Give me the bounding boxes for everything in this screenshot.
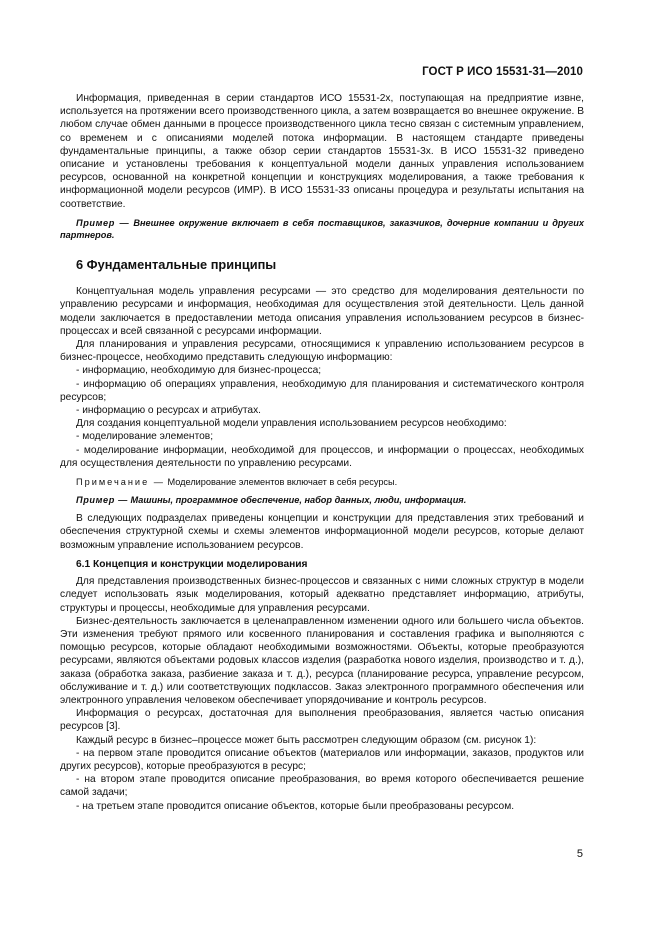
section-6-1-paragraph-1: Для представления производственных бизнес-процессов и связанных с ними сложных структур в модели следует использовать язык моделирования, который адекватно представляет информацию, атрибуты, структуры и процессы, необходимые для управления ресурсами.	[60, 576, 584, 614]
section-6-1-paragraph-2: Бизнес-деятельность заключается в целенаправленном изменении одного или большего числа объектов. Эти изменения требуют прямого или косвенного планирования и составления графика и выполняются с помощью ресурсов, которые обладают необходимыми возможностями. Объекты, которые преобразуются ресурсами, являются объектами родовых классов изделия (разработка нового изделия, производство и т. д.), заказа (обработка заказа, разбиение заказа и т. д.), ресурса (планирование ресурса, управление ресурсом, обслуживание и т. д.) или соответствующих подклассов. Заказ электронного программного обеспечения или электронного управления человеком обеспечивает упорядочивание и контроль ресурсов.	[60, 615, 584, 706]
page-content	[60, 92, 584, 813]
section-6-paragraph-1: Концептуальная модель управления ресурсами — это средство для моделирования деятельности по управлению ресурсами и информация, необходимая для осуществления этой деятельности. Цель данной модели заключается в предоставлении метода описания управления использованием ресурсов в бизнес-процессах и всей связанной с ресурсами информации.	[60, 286, 584, 337]
note-text: Моделирование элементов включает в себя ресурсы.	[167, 477, 398, 488]
page-number: 5	[576, 848, 583, 860]
list-item: - на третьем этапе проводится описание объектов, которые были преобразованы ресурсом.	[76, 800, 515, 812]
list-item: - моделирование элементов;	[76, 431, 214, 443]
list-item: - информацию, необходимую для бизнес-процесса;	[76, 365, 322, 377]
example-text: Машины, программное обеспечение, набор данных, люди, информация.	[130, 495, 467, 506]
section-6-paragraph-4: В следующих подразделах приведены концепции и конструкции для представления этих требований и обеспечения структурной схемы и схемы элементов информационной модели ресурсов, которые делают возможным управление использованием ресурсов.	[60, 513, 584, 551]
section-6-1-title: 6.1 Концепция и конструкции моделирования	[76, 558, 308, 570]
example-text: Внешнее окружение включает в себя поставщиков, заказчиков, дочерние компании и других партнеров.	[60, 217, 584, 241]
note	[60, 476, 584, 488]
list-item: - на первом этапе проводится описание объектов (материалов или информации, заказов, продуктов или других ресурсов), которые преобразуются в ресурс;	[60, 747, 584, 772]
section-6-example	[60, 494, 584, 506]
list-item: - информацию об операциях управления, необходимую для планирования и систематического контроля ресурсов;	[60, 378, 584, 403]
section-6-title: 6 Фундаментальные принципы	[76, 257, 277, 273]
section-6-1-paragraph-4: Каждый ресурс в бизнес–процессе может быть рассмотрен следующим образом (см. рисунок 1):	[76, 734, 537, 746]
intro-example	[60, 217, 584, 241]
list-item: - информацию о ресурсах и атрибутах.	[76, 405, 262, 417]
section-6-paragraph-3: Для создания концептуальной модели управления использованием ресурсов необходимо:	[76, 418, 507, 430]
note-lead: Примечание —	[76, 477, 165, 488]
list-item: - на втором этапе проводится описание преобразования, во время которого обеспечивается решение самой задачи;	[60, 774, 584, 799]
example-lead: Пример —	[76, 495, 128, 506]
section-6-paragraph-2: Для планирования и управления ресурсами, относящимися к управлению использованием ресурсов в бизнес-процессе, необходимо представить следующую информацию:	[60, 339, 584, 364]
list-item: - моделирование информации, необходимой для процессов, и информации о процессах, необходимых для осуществления деятельности по управлению ресурсами.	[60, 444, 584, 469]
intro-paragraph: Информация, приведенная в серии стандартов ИСО 15531-2х, поступающая на предприятие извне, используется на протяжении всего производственного цикла, а затем возвращается во внешнее окружение. В любом случае обмен данными в процессе производственного цикла тесно связан с системным управлением, со временем и с описаниями моделей потока информации. В настоящем стандарте приведены фундаментальные принципы, а также обзор серии стандартов 15531-3х. В ИСО 15531-32 приведено описание и установлены требования к концептуальной модели данных управления использованием ресурсов, основанной на конкретной концепции и конструкциях моделирования, а также требования к информационной модели ресурсов (ИМР). В ИСО 15531-33 описаны процедура и результаты испытания на соответствие.	[60, 93, 584, 210]
example-lead: Пример —	[76, 217, 130, 228]
standard-header: ГОСТ Р ИСО 15531-31—2010	[422, 66, 583, 78]
section-6-1-paragraph-3: Информация о ресурсах, достаточная для выполнения преобразования, является частью описания ресурсов [3].	[60, 708, 584, 733]
